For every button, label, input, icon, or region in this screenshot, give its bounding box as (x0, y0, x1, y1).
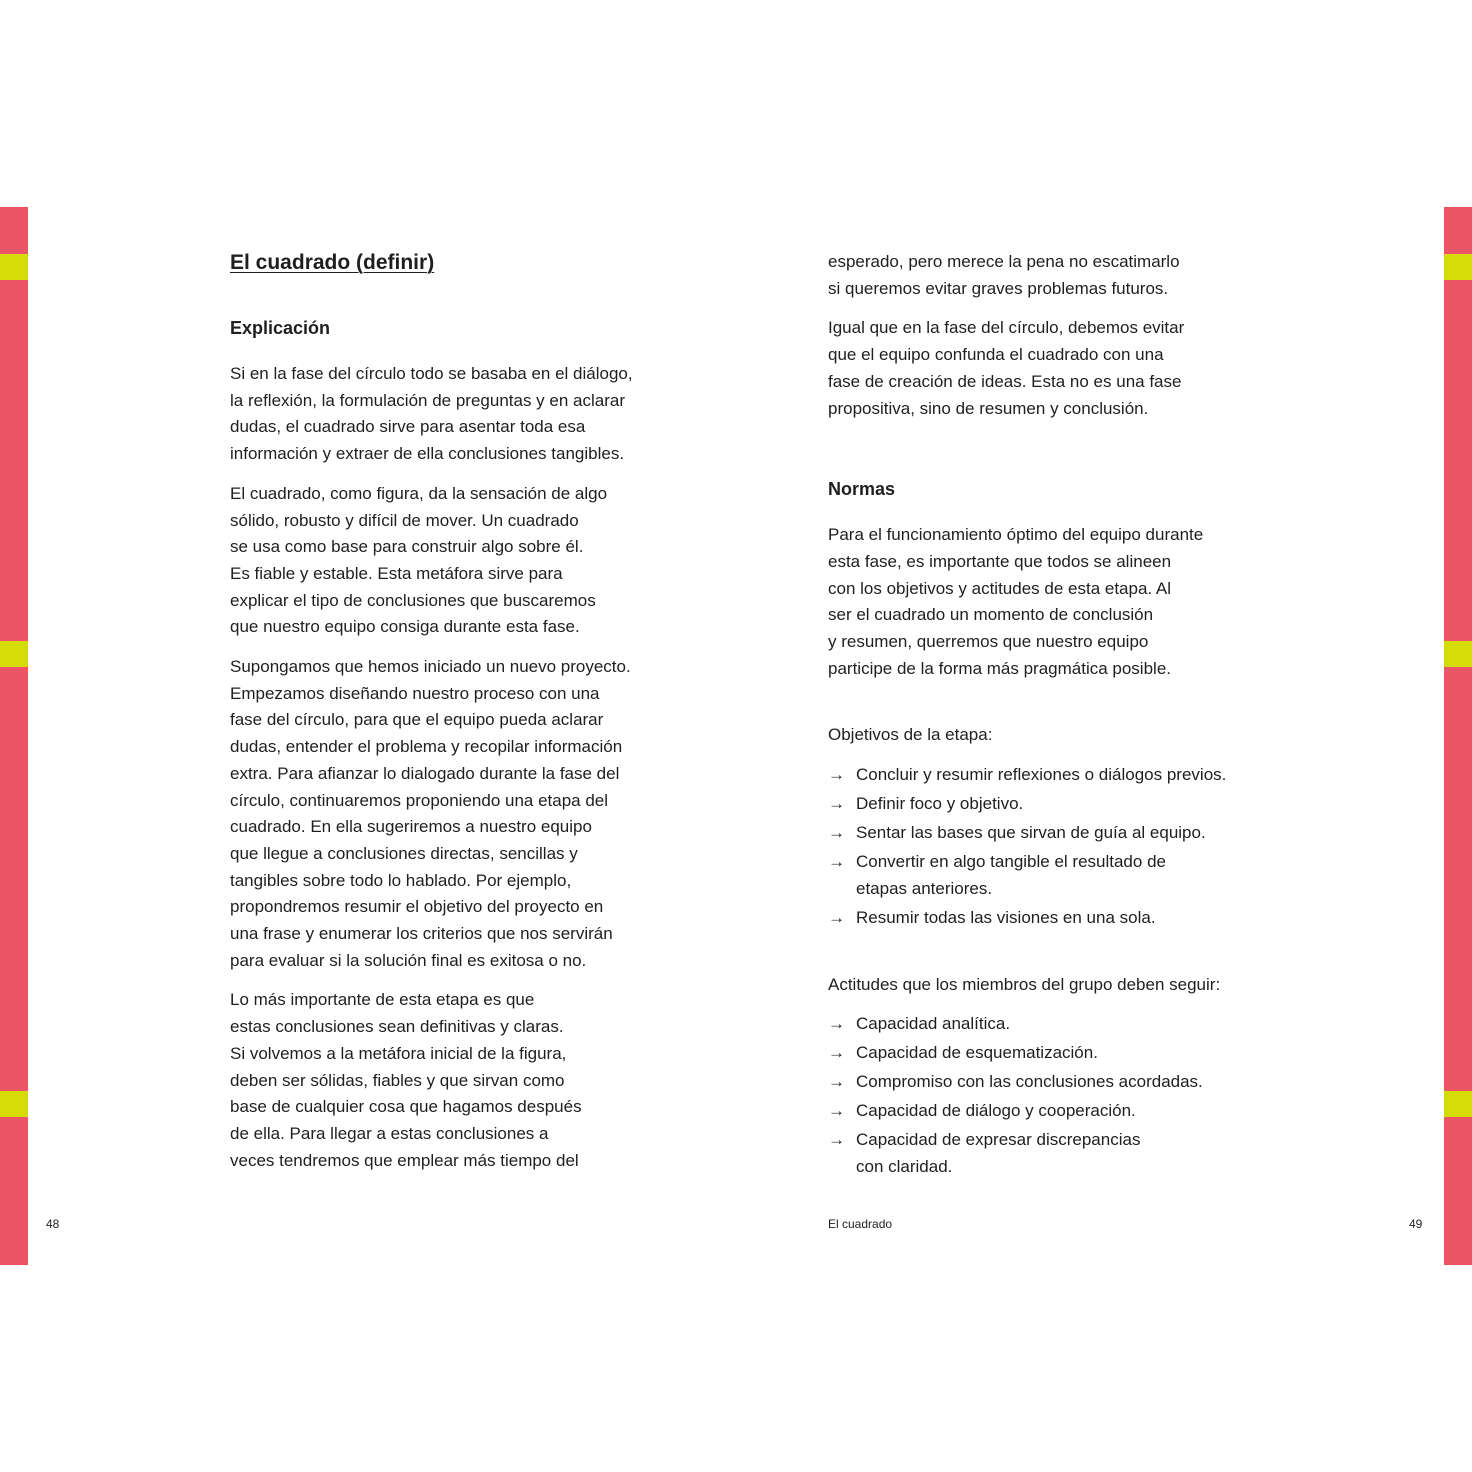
list-item: → Convertir en algo tangible el resultado de etapas anteriores. (828, 849, 1258, 902)
arrow-right-icon: → (828, 907, 845, 927)
chapter-title: El cuadrado (definir) (230, 251, 435, 274)
list-item: → Capacidad de expresar discrepancias con claridad. (828, 1127, 1258, 1180)
arrow-right-icon: → (828, 1043, 845, 1063)
list-item: → Concluir y resumir reflexiones o diálogos previos. (828, 762, 1258, 789)
arrow-right-icon: → (828, 1130, 845, 1150)
attitudes-list (828, 1011, 1258, 1180)
edge-strip (1444, 1091, 1472, 1117)
edge-strip (0, 641, 28, 667)
paragraph: Supongamos que hemos iniciado un nuevo proyecto. Empezamos diseñando nuestro proceso con una fase del círculo, para que el equipo pueda aclarar dudas, entender el problema y recopilar información extra. Para afianzar lo dialogado durante la fase del círculo, continuaremos proponiendo una etapa del cuadrado. En ella sugeriremos a nuestro equipo que llegue a conclusiones directas, sencillas y tangibles sobre todo lo hablado. Por ejemplo, propondremos resumir el objetivo del proyecto en una frase y enumerar los criterios que nos servirán para evaluar si la solución final es exitosa o no. (230, 657, 631, 970)
list-item: → Definir foco y objetivo. (828, 791, 1258, 818)
list-item: → Capacidad analítica. (828, 1011, 1258, 1038)
left-page-column (230, 249, 660, 1174)
running-head: El cuadrado (828, 1217, 893, 1231)
list-item: → Resumir todas las visiones en una sola. (828, 905, 1258, 932)
right-page-edge-band (1444, 207, 1472, 1265)
paragraph: esperado, pero merece la pena no escatimarlo si queremos evitar graves problemas futuros. (828, 252, 1180, 298)
right-page-column (828, 249, 1258, 1183)
attitudes-heading: Actitudes que los miembros del grupo deben seguir: (828, 974, 1221, 994)
arrow-right-icon: → (828, 765, 845, 785)
list-item: → Compromiso con las conclusiones acordadas. (828, 1069, 1258, 1096)
page-number-left: 48 (46, 1217, 60, 1231)
edge-strip (1444, 641, 1472, 667)
arrow-right-icon: → (828, 1014, 845, 1034)
page-number-right: 49 (1409, 1217, 1423, 1231)
paragraph: Si en la fase del círculo todo se basaba en el diálogo, la reflexión, la formulación de preguntas y en aclarar dudas, el cuadrado sirve para asentar toda esa información y extraer de ella conclusiones tangibles. (230, 364, 633, 464)
edge-strip (0, 1091, 28, 1117)
paragraph: Igual que en la fase del círculo, debemos evitar que el equipo confunda el cuadrado con una fase de creación de ideas. Esta no es una fase propositiva, sino de resumen y conclusión. (828, 318, 1185, 418)
edge-strip (1444, 254, 1472, 280)
book-spread (0, 207, 1472, 1265)
arrow-right-icon: → (828, 794, 845, 814)
objectives-list (828, 762, 1258, 931)
section-title-normas: Normas (828, 479, 896, 500)
section-title-explicacion: Explicación (230, 318, 331, 338)
list-item: → Capacidad de diálogo y cooperación. (828, 1098, 1258, 1125)
paragraph: El cuadrado, como figura, da la sensación de algo sólido, robusto y difícil de mover. Un cuadrado se usa como base para construir algo sobre él. Es fiable y estable. Esta metáfora sirve para explicar el tipo de conclusiones que buscaremos que nuestro equipo consiga durante esta fase. (230, 483, 608, 637)
list-item: → Sentar las bases que sirvan de guía al equipo. (828, 820, 1258, 847)
arrow-right-icon: → (828, 852, 845, 872)
paragraph: Para el funcionamiento óptimo del equipo durante esta fase, es importante que todos se alineen con los objetivos y actitudes de esta etapa. Al ser el cuadrado un momento de conclusión y resumen, querremos que nuestro equipo participe de la forma más pragmática posible. (828, 525, 1204, 678)
arrow-right-icon: → (828, 823, 845, 843)
objectives-heading: Objetivos de la etapa: (828, 725, 993, 745)
list-item: → Capacidad de esquematización. (828, 1040, 1258, 1067)
arrow-right-icon: → (828, 1101, 845, 1121)
arrow-right-icon: → (828, 1072, 845, 1092)
paragraph: Lo más importante de esta etapa es que estas conclusiones sean definitivas y claras. Si volvemos a la metáfora inicial de la figura, deben ser sólidas, fiables y que sirvan como base de cualquier cosa que hagamos después de ella. Para llegar a estas conclusiones a veces tendremos que emplear más tiempo del (230, 990, 582, 1170)
left-page-edge-band (0, 207, 28, 1265)
edge-strip (0, 254, 28, 280)
